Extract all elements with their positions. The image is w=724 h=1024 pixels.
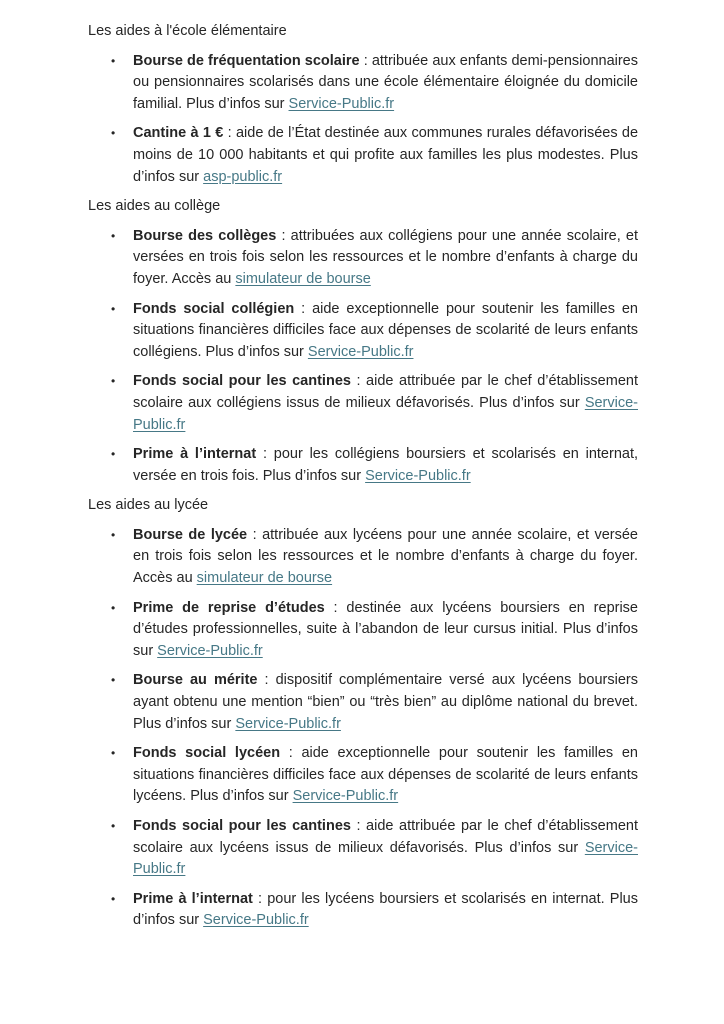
bullet-icon: • [111,126,116,141]
bullet-icon: • [111,600,116,615]
item-text: : attribuée aux lycéens pour une année scolaire, et versée en trois fois selon les ressources et le nombre d’enfants à charge du foyer. Accès au [133,526,638,587]
list-item [88,123,638,188]
bullet-icon: • [111,746,116,761]
item-text: : pour les collégiens boursiers et scolarisés en internat, versée en trois fois. Plus d’infos sur [133,446,639,484]
item-link[interactable]: simulateur de bourse [196,570,333,587]
item-link[interactable]: Service-Public.fr [133,394,638,433]
item-link[interactable]: simulateur de bourse [235,270,371,287]
item-link[interactable]: Service-Public.fr [292,788,399,805]
item-title: Cantine à 1 € [133,125,224,142]
item-title: Bourse de lycée [133,526,248,543]
section-heading: Les aides au collège [88,198,221,215]
list-item [88,444,638,487]
bullet-icon: • [111,447,116,462]
list-item [88,743,638,808]
item-title: Bourse de fréquentation scolaire [133,52,360,69]
item-text: : aide de l’État destinée aux communes rurales défavorisées de moins de 10 000 habitants et qui profite aux familles les plus modestes. Plus d’infos sur [133,125,639,185]
item-link[interactable]: Service-Public.fr [235,715,341,732]
list-item [88,226,638,291]
section-lycee [88,495,638,932]
list-item [88,889,638,932]
list-item [88,51,638,116]
item-link[interactable]: Service-Public.fr [133,839,638,878]
section-ecole-elementaire [88,21,638,188]
item-text: : aide attribuée par le chef d’établissement scolaire aux collégiens issus de milieux défavorisés. Plus d’infos sur [133,373,638,411]
item-title: Fonds social pour les cantines [133,818,351,834]
item-text: : destinée aux lycéens boursiers en reprise d’études professionnelles, suite à l’abandon de leur cursus initial. Plus d’infos sur [133,599,638,659]
item-text: : aide exceptionnelle pour soutenir les familles en situations financières difficiles face aux dépenses de scolarité de leurs enfants collégiens. Plus d’infos sur [133,300,638,360]
item-link[interactable]: asp-public.fr [203,168,283,185]
item-title: Prime de reprise d’études [133,599,325,616]
bullet-icon: • [111,527,116,542]
item-title: Bourse des collèges [133,227,277,244]
bullet-icon: • [111,891,116,906]
item-text: : pour les lycéens boursiers et scolarisés en internat. Plus d’infos sur [133,890,638,929]
bullet-icon: • [111,228,116,243]
section-heading: Les aides à l'école élémentaire [88,23,287,39]
item-text: : dispositif complémentaire versé aux lycéens boursiers ayant obtenu une mention “bien” ou “très bien” au diplôme national du brevet. Plus d’infos sur [133,672,638,732]
item-title: Prime à l’internat [133,446,257,463]
section-college [88,196,638,487]
item-text: : aide exceptionnelle pour soutenir les familles en situations financières difficiles face aux dépenses de scolarité de leurs enfants lycéens. Plus d’infos sur [133,745,638,805]
list-item [88,299,638,364]
bullet-icon: • [111,819,116,833]
item-title: Fonds social collégien [133,300,295,317]
list-item [88,816,638,881]
item-title: Prime à l’internat [133,890,253,907]
list-item [88,670,638,735]
item-text: : aide attribuée par le chef d’établissement scolaire aux lycéens issus de milieux défavorisés. Plus d’infos sur [133,818,638,856]
item-text: : attribuées aux collégiens pour une année scolaire, et versées en trois fois selon les ressources et le nombre d’enfants à charge du foyer. Accès au [133,227,639,287]
item-title: Fonds social lycéen [133,745,281,762]
item-link[interactable]: Service-Public.fr [307,343,414,360]
bullet-icon: • [111,301,116,316]
item-title: Fonds social pour les cantines [133,373,351,390]
list-item [88,598,638,663]
list-item [88,371,638,436]
bullet-icon: • [111,53,116,68]
item-link[interactable]: Service-Public.fr [157,642,263,659]
section-heading: Les aides au lycée [88,497,209,514]
item-link[interactable]: Service-Public.fr [288,95,395,112]
list-item [88,525,638,590]
item-text: : attribuée aux enfants demi-pensionnaires ou pensionnaires scolarisés dans une école élémentaire éloignée du domicile familial. Plus d’infos sur [133,52,638,112]
bullet-icon: • [111,673,116,688]
item-title: Bourse au mérite [133,672,258,689]
item-link[interactable]: Service-Public.fr [365,467,471,484]
item-link[interactable]: Service-Public.fr [203,912,309,929]
bullet-icon: • [111,374,116,389]
